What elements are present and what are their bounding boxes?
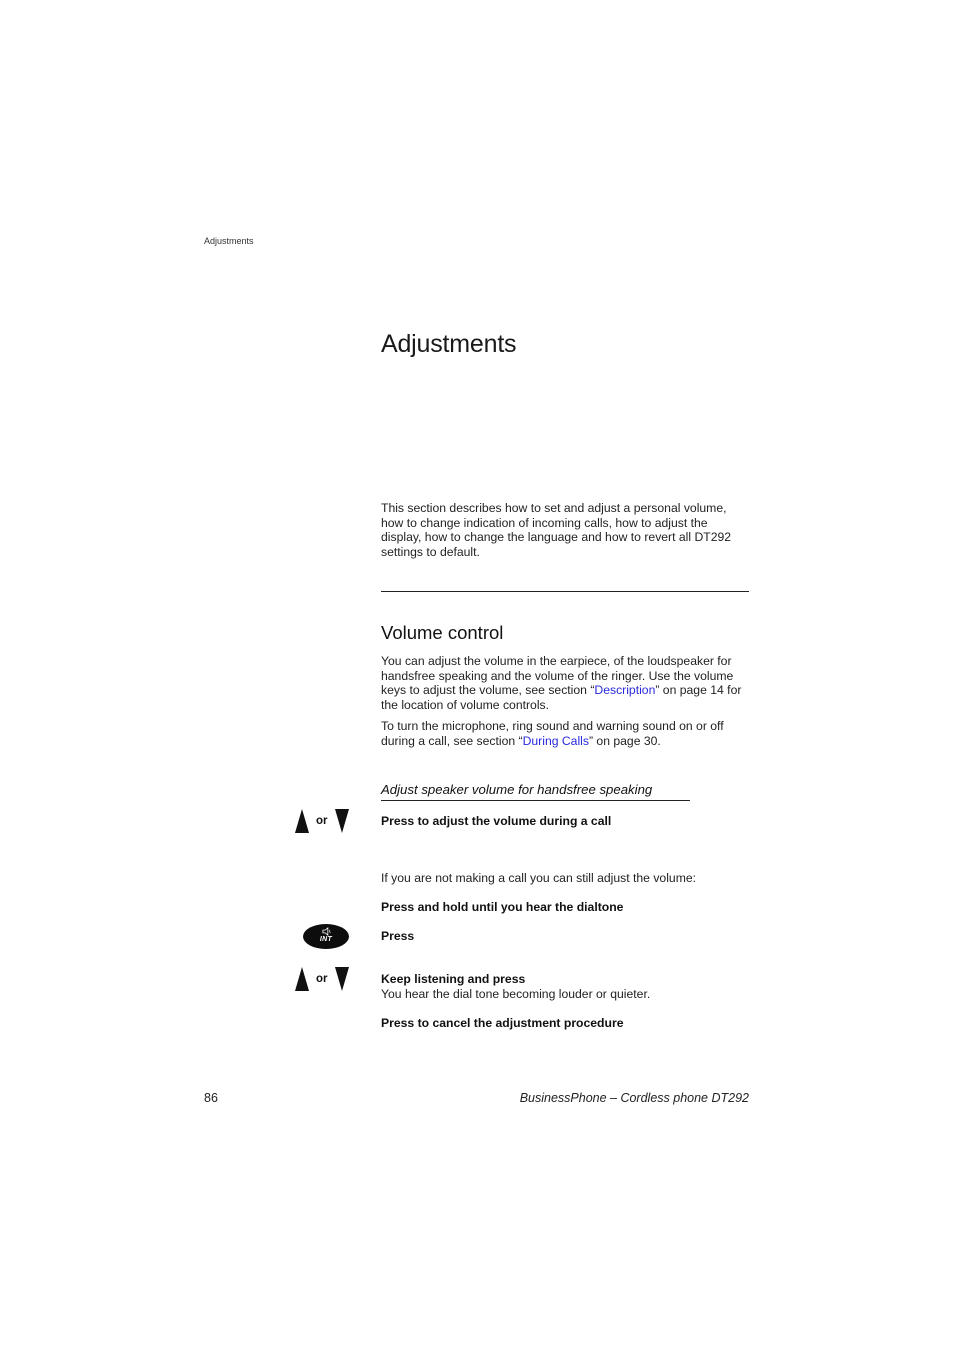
or-label: or <box>316 815 328 827</box>
step-press-and-hold: Press and hold until you hear the dialtone <box>381 900 624 914</box>
paragraph-text: To turn the microphone, ring sound and warning sound on or off during a call, see section “ <box>381 719 724 748</box>
int-key-label: INT <box>319 936 333 943</box>
volume-up-arrow-icon <box>295 967 309 991</box>
volume-down-arrow-icon <box>335 809 349 833</box>
step-press-int: Press <box>381 929 415 943</box>
intro-paragraph: This section describes how to set and adjust a personal volume, how to change indication of incoming calls, how to adjust the display, how to change the language and how to revert all DT292 settings to default. <box>381 501 732 559</box>
or-label: or <box>316 973 328 985</box>
step-cancel: Press to cancel the adjustment procedure <box>381 1016 624 1030</box>
during-calls-link[interactable]: During Calls <box>522 733 589 748</box>
description-link[interactable]: Description <box>594 683 656 698</box>
subheading: Adjust speaker volume for handsfree speaking <box>381 782 653 797</box>
during-calls-paragraph <box>381 719 751 748</box>
step-keep-listening: Keep listening and press <box>381 972 526 986</box>
volume-down-arrow-icon <box>335 967 349 991</box>
chapter-title: Adjustments <box>381 330 517 358</box>
int-key-icon <box>303 924 349 949</box>
section-divider <box>381 591 749 592</box>
volume-up-arrow-icon <box>295 809 309 833</box>
speaker-icon <box>322 927 331 936</box>
running-head: Adjustments <box>204 236 254 246</box>
step-keep-listening-note: You hear the dial tone becoming louder or quieter. <box>381 987 651 1001</box>
document-title: BusinessPhone – Cordless phone DT292 <box>519 1091 749 1105</box>
paragraph-text: ” on page 30. <box>588 733 661 748</box>
not-in-call-note: If you are not making a call you can still adjust the volume: <box>381 871 697 885</box>
step-adjust-during-call: Press to adjust the volume during a call <box>381 814 612 828</box>
paragraph-text: You can adjust the volume in the earpiece, of the loudspeaker for handsfree speaking and the volume of the ringer. Use the volume keys to adjust the volume, see section “ <box>381 654 734 698</box>
subheading-underline <box>381 800 690 801</box>
paragraph-text: ” on page 14 for the location of volume controls. <box>381 683 742 712</box>
volume-description-paragraph <box>381 654 751 712</box>
page-number: 86 <box>204 1091 218 1105</box>
section-title: Volume control <box>381 622 504 643</box>
